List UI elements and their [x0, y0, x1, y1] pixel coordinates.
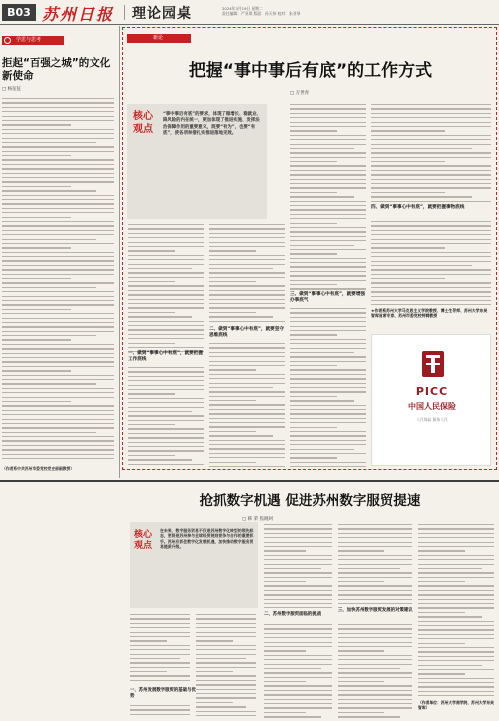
left-article-body: [2, 98, 114, 462]
top-article-col-2-body: [209, 224, 285, 324]
top-article-author: □ 万世青: [290, 91, 310, 96]
bottom-core-text: 在未来，数字服务贸易不仅是苏州数字化转型的领先标志，更将是苏州参与全球经贸规则竞争与合作的重要抓手。苏州应抓住数字化发展机遇，加快推动数字服务贸易提质升级。: [160, 528, 254, 550]
header-meta: [222, 6, 300, 16]
picc-ad[interactable]: [371, 334, 491, 466]
left-column-divider: [119, 26, 120, 478]
top-subhead-1: 一、做到“事事心中有底”，就要把握工作底线: [128, 351, 203, 362]
top-core-text: “事中事后有底”的要求，体现了稳增长、稳就业、降风险的内在统一，更加体现了推进实施、发挥法治保障作用的重要意义，既要“有为”，也要“有底”，使各项举措扎实推进落地见效。: [163, 112, 261, 137]
page-number: B03: [2, 4, 36, 21]
left-article-tag-icon: [4, 37, 11, 44]
top-article-tag: 新论: [127, 34, 191, 43]
bottom-article-author: □ 韩 荣 焦晓珂: [242, 517, 274, 522]
picc-logo-icon: [422, 351, 444, 377]
top-article-col-4-body: [371, 104, 491, 202]
top-article-col-2-body-2: [209, 343, 285, 467]
bottom-subhead-3: 三、加快苏州数字服贸发展的对策建议: [338, 608, 413, 613]
section-divider: [0, 480, 499, 482]
bottom-article-col-4-body: [338, 524, 412, 604]
top-subhead-4: 四、做到“事事心中有底”，就要把握事物底线: [371, 205, 465, 210]
bottom-core-box: [130, 522, 258, 608]
masthead-divider: [124, 5, 125, 20]
picc-slogan: 人民保险 服务人民: [416, 417, 448, 422]
top-article-title: 把握“事中事后有底”的工作方式: [188, 61, 433, 81]
header-rule: [0, 24, 499, 25]
bottom-article-title: 抢抓数字机遇 促进苏州数字服贸提速: [199, 493, 421, 509]
bottom-subhead-2: 二、苏州数字服贸面临的挑战: [264, 612, 322, 617]
picc-symbol: PICC: [415, 385, 449, 398]
top-article-col-4-body-2: [371, 221, 491, 305]
masthead-logo: 苏州日报: [42, 5, 115, 24]
left-article: [0, 26, 118, 478]
bottom-article-col-4-body-2: [338, 624, 412, 719]
bottom-article-col-1-body: [130, 614, 190, 684]
top-core-label: 核心观点: [133, 111, 153, 135]
left-article-tag: 学思与思考: [2, 36, 64, 45]
top-article-col-3-body-2: [290, 308, 366, 467]
top-subhead-3: 三、做到“事事心中有底”，就要增强办事底气: [290, 292, 365, 303]
section-title: 理论园桌: [132, 6, 192, 22]
bottom-subhead-1: 一、苏州发展数字服贸的基础与优势: [130, 688, 196, 699]
top-article-col-3-body: [290, 104, 366, 290]
bottom-core-label: 核心观点: [134, 530, 153, 551]
header-editors: 责任编辑：严亚琪 版面：孙天伟 校对：朱亚琴: [222, 11, 301, 16]
left-article-author: □ 杨征征: [2, 87, 22, 92]
bottom-article-col-2-body: [196, 614, 256, 719]
picc-brand-name: 中国人民保险: [408, 402, 456, 411]
top-article-col-1-body: [128, 224, 204, 352]
bottom-article-col-3-body: [264, 524, 332, 608]
left-article-title: 拒起“百强之城”的文化新使命: [2, 57, 111, 82]
page-header: [0, 0, 499, 24]
top-subhead-2: 二、做到“事事心中有底”，就要坚守思维底线: [209, 327, 284, 338]
bottom-article-col-1-body-2: [130, 705, 190, 719]
bottom-article-closing: （作者单位：苏州大学商学院、苏州大学东吴智库）: [418, 700, 494, 710]
bottom-article-col-3-body-2: [264, 624, 332, 719]
header-date: 2024年3月19日 星期二: [222, 6, 263, 11]
left-article-closing: （作者系中共苏州市委党校党史部副教授）: [2, 466, 75, 471]
top-article-col-1-body-2: [128, 367, 204, 467]
bottom-article-col-5-body: [418, 524, 494, 696]
top-article-closing: ★作者系苏州大学马克思主义学院教授、博士生导师、苏州大学东吴智库首席专家、苏州市委党校特聘教授: [371, 308, 488, 319]
top-core-box: [127, 104, 267, 219]
